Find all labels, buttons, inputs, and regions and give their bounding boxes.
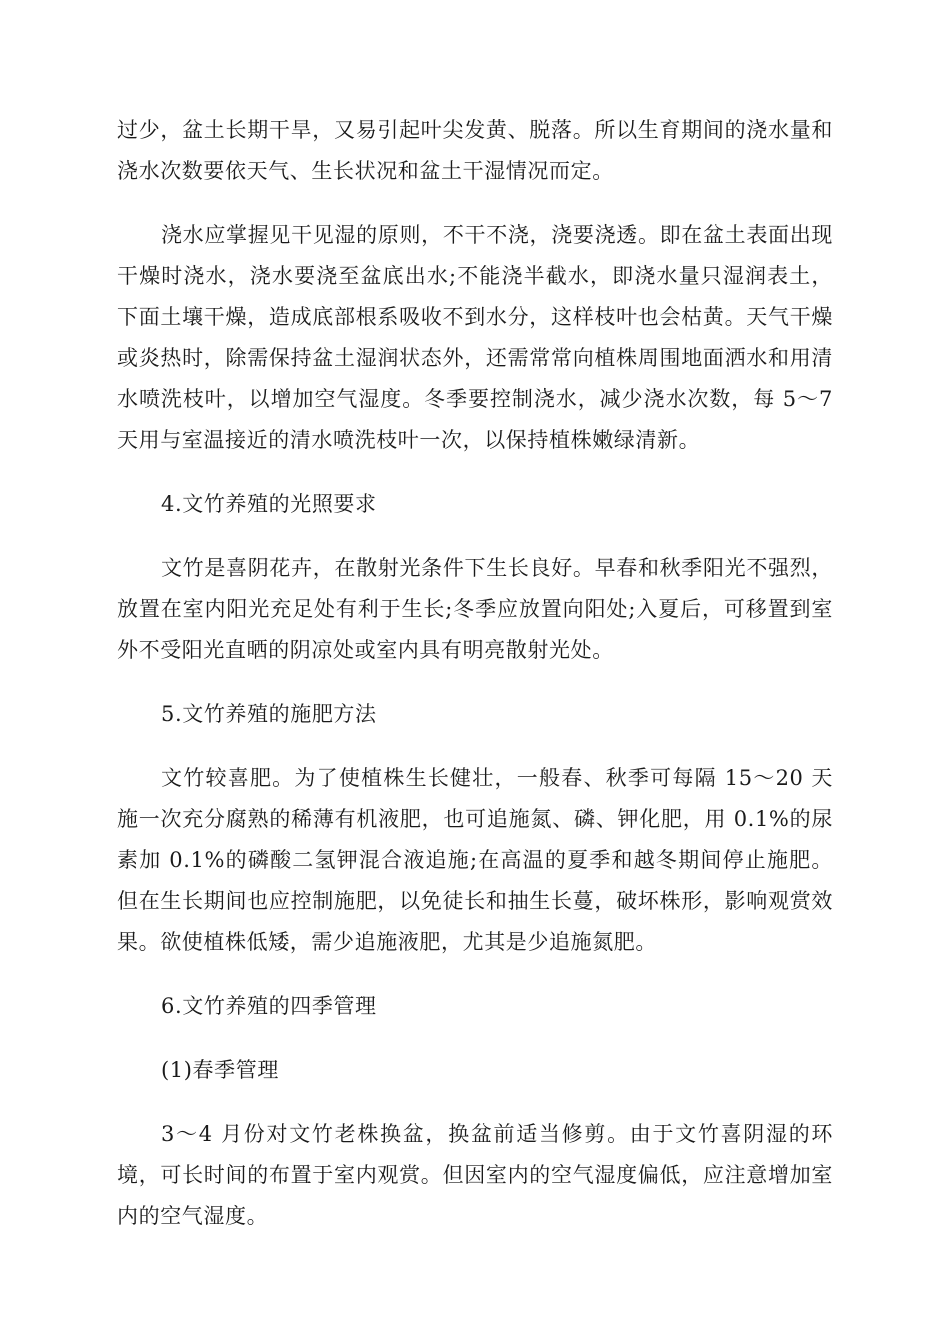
subheading-spring-management: (1)春季管理 <box>161 1058 279 1082</box>
paragraph-watering-principle: 浇水应掌握见干见湿的原则，不干不浇，浇要浇透。即在盆土表面出现干燥时浇水，浇水要浇至盆底出水;不能浇半截水，即浇水量只湿润表土，下面土壤干燥，造成底部根系吸收不到水分，这样枝叶也会枯黄。天气干燥或炎热时，除需保持盆土湿润状态外，还需常常向植株周围地面洒水和用清水喷洗枝叶，以增加空气湿度。冬季要控制浇水，减少浇水次数，每 5～7 天用与室温接近的清水喷洗枝叶一次，以保持植株嫩绿清新。 <box>117 223 833 452</box>
heading-fertilizing: 5.文竹养殖的施肥方法 <box>161 702 377 726</box>
heading-seasonal-management: 6.文竹养殖的四季管理 <box>161 994 377 1018</box>
heading-light-requirements: 4.文竹养殖的光照要求 <box>161 492 377 516</box>
paragraph-fertilizing: 文竹较喜肥。为了使植株生长健壮，一般春、秋季可每隔 15～20 天施一次充分腐熟的稀薄有机液肥，也可追施氮、磷、钾化肥，用 0.1%的尿素加 0.1%的磷酸二氢钾混合液追施;在高温的夏季和越冬期间停止施肥。但在生长期间也应控制施肥，以免徒长和抽生长蔓，破坏株形，影响观赏效果。欲使植株低矮，需少追施液肥，尤其是少追施氮肥。 <box>117 766 833 954</box>
paragraph-spring: 3～4 月份对文竹老株换盆，换盆前适当修剪。由于文竹喜阴湿的环境，可长时间的布置于室内观赏。但因室内的空气湿度偏低，应注意增加室内的空气湿度。 <box>117 1122 833 1228</box>
paragraph-watering-amount: 过少，盆土长期干旱，又易引起叶尖发黄、脱落。所以生育期间的浇水量和浇水次数要依天气、生长状况和盆土干湿情况而定。 <box>117 118 833 183</box>
paragraph-light: 文竹是喜阴花卉，在散射光条件下生长良好。早春和秋季阳光不强烈，放置在室内阳光充足处有利于生长;冬季应放置向阳处;入夏后，可移置到室外不受阳光直晒的阴凉处或室内具有明亮散射光处。 <box>117 556 833 662</box>
document-page <box>117 110 833 1260</box>
